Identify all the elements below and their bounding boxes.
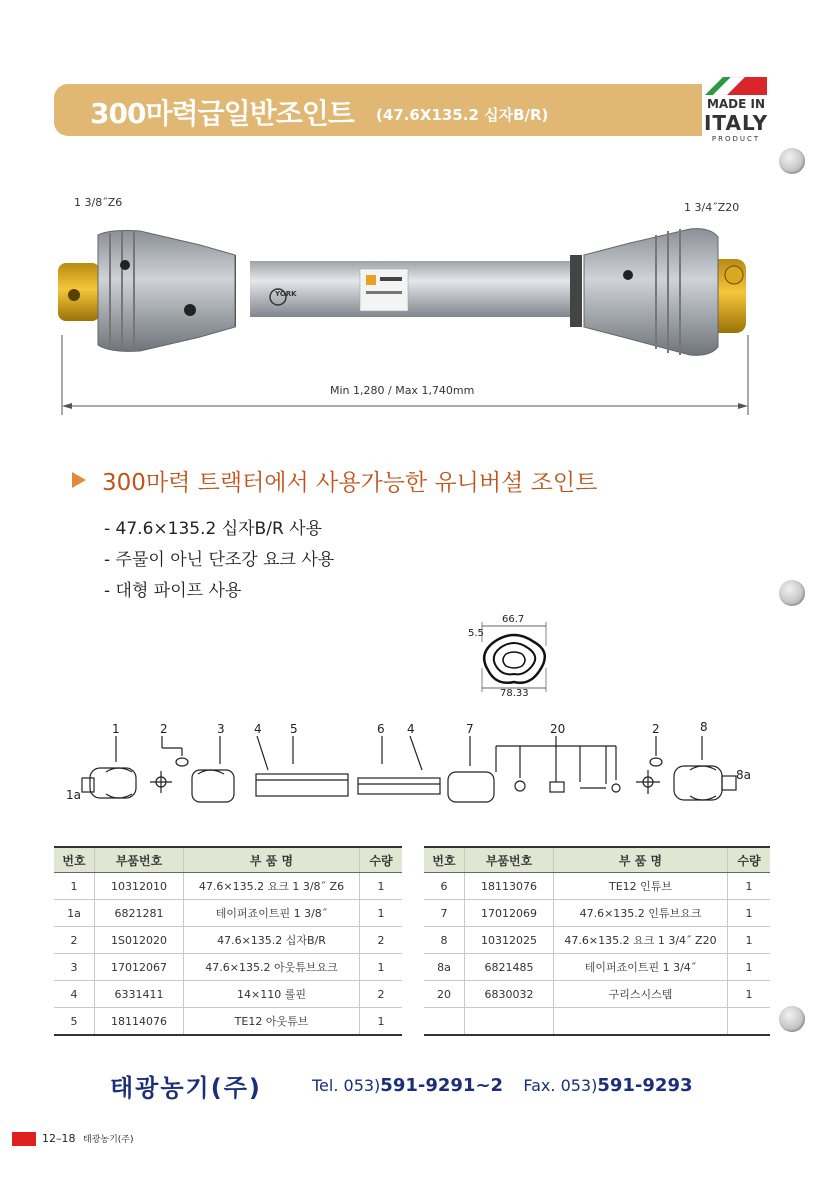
cell-no <box>424 1008 465 1036</box>
feature-bullet: - 47.6×135.2 십자B/R 사용 <box>104 519 322 539</box>
left-spline-spec: 1 3/8˝Z6 <box>74 196 123 209</box>
col-header-no: 번호 <box>424 847 465 873</box>
cell-qty: 1 <box>360 1008 403 1036</box>
binder-hole-icon <box>779 148 805 174</box>
italian-flag-icon <box>705 75 767 95</box>
table-row <box>424 873 770 900</box>
col-header-part-name: 부 품 명 <box>554 847 728 873</box>
cell-part-number: 1S012020 <box>95 927 184 954</box>
table-row <box>424 981 770 1008</box>
cell-no: 8a <box>424 954 465 981</box>
length-range: Min 1,280 / Max 1,740mm <box>330 384 475 397</box>
callout-4: 4 <box>407 722 415 736</box>
feature-heading <box>72 464 597 497</box>
cell-part-name: 테이퍼죠이트핀 1 3/4˝ <box>554 954 728 981</box>
page-title: 300마력급일반조인트 <box>90 97 354 130</box>
cell-part-number: 18113076 <box>465 873 554 900</box>
cell-part-name: 구리스시스템 <box>554 981 728 1008</box>
cell-no: 2 <box>54 927 95 954</box>
cell-no: 3 <box>54 954 95 981</box>
cell-part-name <box>554 1008 728 1036</box>
contact-line <box>312 1075 693 1096</box>
cell-qty: 1 <box>728 981 771 1008</box>
company-name: 태광농기(주) <box>110 1074 262 1102</box>
cell-no: 5 <box>54 1008 95 1036</box>
cell-part-number: 17012067 <box>95 954 184 981</box>
col-header-part-name: 부 품 명 <box>184 847 360 873</box>
cell-part-number: 6830032 <box>465 981 554 1008</box>
cell-qty: 1 <box>728 873 771 900</box>
cell-qty: 1 <box>728 900 771 927</box>
callout-2: 2 <box>160 722 168 736</box>
right-spline-spec: 1 3/4˝Z20 <box>684 201 740 214</box>
callout-20: 20 <box>550 722 566 736</box>
table-row <box>54 927 402 954</box>
cell-part-number: 17012069 <box>465 900 554 927</box>
cell-no: 4 <box>54 981 95 1008</box>
brand-label: YORK <box>275 290 297 298</box>
table-row <box>54 900 402 927</box>
badge-line1: MADE IN <box>706 97 766 111</box>
binder-hole-icon <box>779 1006 805 1032</box>
profile-wall-dim: 5.5 <box>468 628 484 639</box>
table-row <box>424 900 770 927</box>
profile-width-dim: 66.7 <box>502 614 525 625</box>
exploded-parts-diagram <box>60 736 760 826</box>
cell-part-number: 18114076 <box>95 1008 184 1036</box>
cell-part-name: 47.6×135.2 인튜브요크 <box>554 900 728 927</box>
table-row <box>54 954 402 981</box>
col-header-no: 번호 <box>54 847 95 873</box>
cell-part-number: 6331411 <box>95 981 184 1008</box>
fax-label: Fax. 053) <box>523 1076 598 1095</box>
feature-heading-text: 300마력 트랙터에서 사용가능한 유니버셜 조인트 <box>102 470 598 496</box>
col-header-qty: 수량 <box>728 847 771 873</box>
cell-no: 6 <box>424 873 465 900</box>
cell-qty: 1 <box>728 927 771 954</box>
callout-1a: 1a <box>66 788 81 802</box>
tel-label: Tel. 053) <box>312 1076 381 1095</box>
table-row <box>54 1008 402 1036</box>
page-number-text: 12–18 <box>42 1132 76 1145</box>
parts-table-right <box>424 846 770 1036</box>
cell-part-name: TE12 아웃튜브 <box>184 1008 360 1036</box>
table-row <box>54 981 402 1008</box>
cell-no: 8 <box>424 927 465 954</box>
table-row <box>424 954 770 981</box>
footer-company: 태광농기(주) <box>83 1135 134 1145</box>
feature-bullet: - 대형 파이프 사용 <box>104 581 242 601</box>
cell-part-number: 10312010 <box>95 873 184 900</box>
callout-1: 1 <box>112 722 120 736</box>
parts-table-left <box>54 846 402 1036</box>
cell-part-name: 47.6×135.2 아웃튜브요크 <box>184 954 360 981</box>
callout-8: 8 <box>700 720 708 734</box>
badge-line2: ITALY <box>703 111 769 135</box>
made-in-italy-badge <box>703 75 769 145</box>
table-row <box>424 1008 770 1036</box>
callout-2: 2 <box>652 722 660 736</box>
page-number <box>42 1132 134 1145</box>
cell-part-name: 47.6×135.2 십자B/R <box>184 927 360 954</box>
length-dimension-line <box>58 335 754 415</box>
binder-hole-icon <box>779 580 805 606</box>
cell-part-number: 10312025 <box>465 927 554 954</box>
cell-no: 1 <box>54 873 95 900</box>
cell-part-name: 테이퍼죠이트핀 1 3/8˝ <box>184 900 360 927</box>
col-header-part-number: 부품번호 <box>95 847 184 873</box>
cell-no: 1a <box>54 900 95 927</box>
triangle-bullet-icon <box>72 472 86 488</box>
fax-number: 591-9293 <box>597 1075 693 1096</box>
callout-5: 5 <box>290 722 298 736</box>
profile-outer-dim: 78.33 <box>500 688 529 699</box>
table-row <box>54 873 402 900</box>
callout-8a: 8a <box>736 768 751 782</box>
cell-qty: 2 <box>360 981 403 1008</box>
cell-part-name: TE12 인튜브 <box>554 873 728 900</box>
callout-6: 6 <box>377 722 385 736</box>
badge-line3: PRODUCT <box>711 135 761 143</box>
cell-qty: 1 <box>360 873 403 900</box>
tel-number: 591-9291~2 <box>380 1075 504 1096</box>
callout-4: 4 <box>254 722 262 736</box>
table-row <box>424 927 770 954</box>
cell-no: 7 <box>424 900 465 927</box>
col-header-qty: 수량 <box>360 847 403 873</box>
callout-3: 3 <box>217 722 225 736</box>
cell-part-number <box>465 1008 554 1036</box>
feature-bullet: - 주물이 아닌 단조강 요크 사용 <box>104 550 335 570</box>
cell-qty <box>728 1008 771 1036</box>
callout-7: 7 <box>466 722 474 736</box>
cell-qty: 2 <box>360 927 403 954</box>
cell-part-name: 14×110 롤핀 <box>184 981 360 1008</box>
footer-marker <box>12 1132 36 1146</box>
cell-qty: 1 <box>728 954 771 981</box>
cell-part-number: 6821281 <box>95 900 184 927</box>
cell-qty: 1 <box>360 954 403 981</box>
cell-part-name: 47.6×135.2 요크 1 3/8˝ Z6 <box>184 873 360 900</box>
page-subtitle: (47.6X135.2 십자B/R) <box>376 106 549 124</box>
col-header-part-number: 부품번호 <box>465 847 554 873</box>
cell-part-name: 47.6×135.2 요크 1 3/4˝ Z20 <box>554 927 728 954</box>
cell-no: 20 <box>424 981 465 1008</box>
cell-qty: 1 <box>360 900 403 927</box>
cell-part-number: 6821485 <box>465 954 554 981</box>
